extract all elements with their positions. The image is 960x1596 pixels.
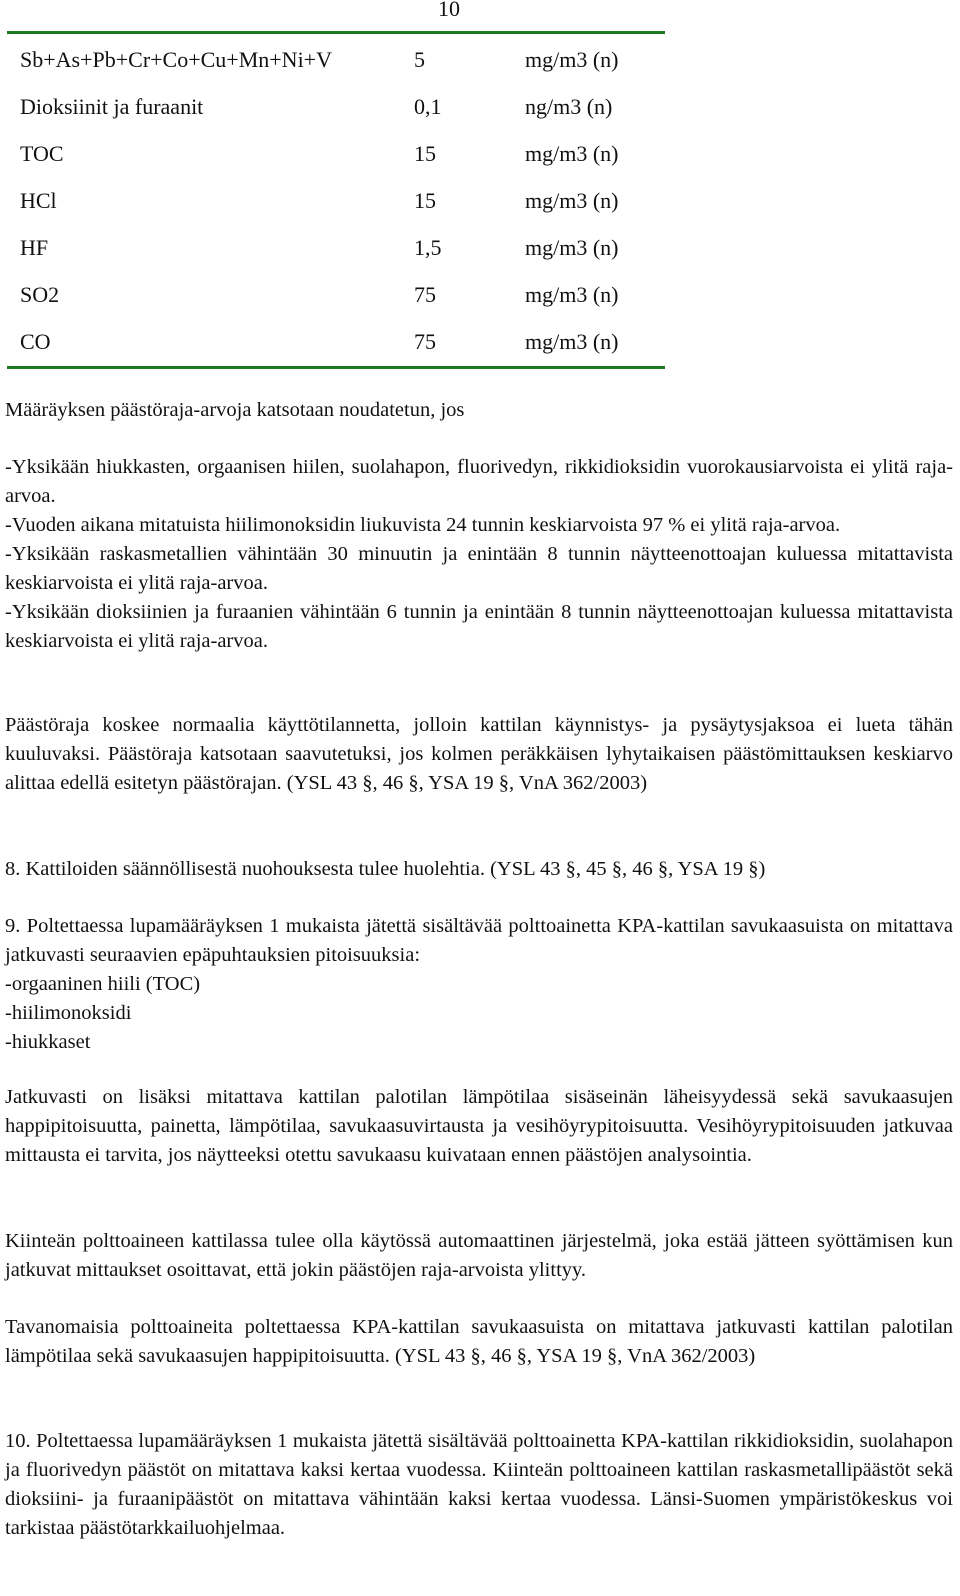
paragraph-text: Jatkuvasti on lisäksi mitattava kattilan palotilan lämpötilaa sisäseinän läheisyydessä sekä savukaasujen happipitoisuutta, painetta, lämpötilaa, savukaasuvirtausta ja vesihöyrypitoisuutta. Vesihöyrypitoisuuden jatkuvaa mittausta ei tarvita, jos näytteeksi otettu savukaasu kuivataan ennen päästöjen analysointia. [5,1086,953,1166]
unit-cell: mg/m3 (n) [525,329,619,354]
paragraph-item-10 [5,1427,953,1543]
unit-cell: mg/m3 (n) [525,188,619,213]
paragraph-text: 10. Poltettaessa lupamääräyksen 1 mukaista jätettä sisältävää polttoainetta KPA-kattilan rikkidioksidin, suolahapon ja fluorivedyn päästöt on mitattava kaksi kertaa vuodessa. Kiinteän polttoaineen kattilan raskasmetallipäästöt sekä dioksiini- ja furaanipäästöt on mitattava vähintään kaksi kertaa vuodessa. Länsi-Suomen ympäristökeskus voi tarkistaa päästötarkkailuohjelmaa. [5,1430,953,1539]
compliance-intro: Määräyksen päästöraja-arvoja katsotaan noudatetun, jos [5,399,465,421]
unit-cell: mg/m3 (n) [525,235,619,260]
paragraph-item-8 [5,855,953,884]
value-cell: 15 [414,141,436,166]
value-cell: 15 [414,188,436,213]
substance-cell: Sb+As+Pb+Cr+Co+Cu+Mn+Ni+V [20,47,332,72]
paragraph-text: Kiinteän polttoaineen kattilassa tulee olla käytössä automaattinen järjestelmä, joka estää jätteen syöttämisen kun jatkuvat mittaukset osoittavat, että jokin päästöjen raja-arvoista ylittyy. [5,1230,953,1281]
paragraph-text: 9. Poltettaessa lupamääräyksen 1 mukaista jätettä sisältävää polttoainetta KPA-kattilan savukaasuista on mitattava jatkuvasti seuraavien epäpuhtauksien pitoisuuksia: [5,915,953,966]
paragraph-normal-operation [5,711,953,798]
value-cell: 0,1 [414,94,442,119]
compliance-bullet: -Vuoden aikana mitatuista hiilimonoksidin liukuvista 24 tunnin keskiarvoista 97 % ei ylitä raja-arvoa. [5,514,841,536]
table-bottom-rule [7,366,665,369]
value-cell: 1,5 [414,235,442,260]
substance-cell: CO [20,329,51,354]
measured-item: -hiukkaset [5,1031,91,1053]
compliance-conditions [5,453,953,656]
compliance-bullet: -Yksikään dioksiinien ja furaanien vähintään 6 tunnin ja enintään 8 tunnin näytteenottoajan kuluessa mitattavista keskiarvoista ei ylitä raja-arvoa. [5,601,953,652]
unit-cell: mg/m3 (n) [525,282,619,307]
paragraph-text: Tavanomaisia polttoaineita poltettaessa KPA-kattilan savukaasuista on mitattava jatkuvasti kattilan palotilan lämpötilaa sekä savukaasujen happipitoisuutta. (YSL 43 §, 46 §, YSA 19 §, VnA 362/2003) [5,1316,953,1367]
compliance-section [5,396,953,425]
table-row [20,36,665,83]
substance-cell: HCl [20,188,57,213]
paragraph-automatic-system [5,1227,953,1285]
paragraph-item-9 [5,912,953,1057]
table-row [20,224,665,271]
table-top-rule [7,31,665,34]
paragraph-continuous-measurement [5,1083,953,1170]
table-row [20,177,665,224]
substance-cell: HF [20,235,49,260]
substance-cell: SO2 [20,282,60,307]
table-row [20,318,665,365]
table-row [20,271,665,318]
value-cell: 75 [414,329,436,354]
table-row [20,130,665,177]
unit-cell: mg/m3 (n) [525,47,619,72]
page-number: 10 [438,0,460,21]
value-cell: 75 [414,282,436,307]
measured-item: -orgaaninen hiili (TOC) [5,973,201,995]
substance-cell: TOC [20,141,64,166]
paragraph-conventional-fuels [5,1313,953,1371]
paragraph-text: Päästöraja koskee normaalia käyttötilannetta, jolloin kattilan käynnistys- ja pysäytysjaksoa ei lueta tähän kuuluvaksi. Päästöraja katsotaan saavutetuksi, jos kolmen peräkkäisen lyhytaikaisen päästömittauksen keskiarvo alittaa edellä esitetyn päästörajan. (YSL 43 §, 46 §, YSA 19 §, VnA 362/2003) [5,714,953,794]
measured-item: -hiilimonoksidi [5,1002,132,1024]
paragraph-text: 8. Kattiloiden säännöllisestä nuohouksesta tulee huolehtia. (YSL 43 §, 45 §, 46 §, YSA 19 §) [5,858,766,880]
value-cell: 5 [414,47,425,72]
unit-cell: ng/m3 (n) [525,94,613,119]
compliance-bullet: -Yksikään raskasmetallien vähintään 30 minuutin ja enintään 8 tunnin näytteenottoajan kuluessa mitattavista keskiarvoista ei ylitä raja-arvoa. [5,543,953,594]
unit-cell: mg/m3 (n) [525,141,619,166]
emission-limits-table [20,36,665,365]
table-row [20,83,665,130]
compliance-bullet: -Yksikään hiukkasten, orgaanisen hiilen, suolahapon, fluorivedyn, rikkidioksidin vuorokausiarvoista ei ylitä raja-arvoa. [5,456,953,507]
substance-cell: Dioksiinit ja furaanit [20,94,204,119]
